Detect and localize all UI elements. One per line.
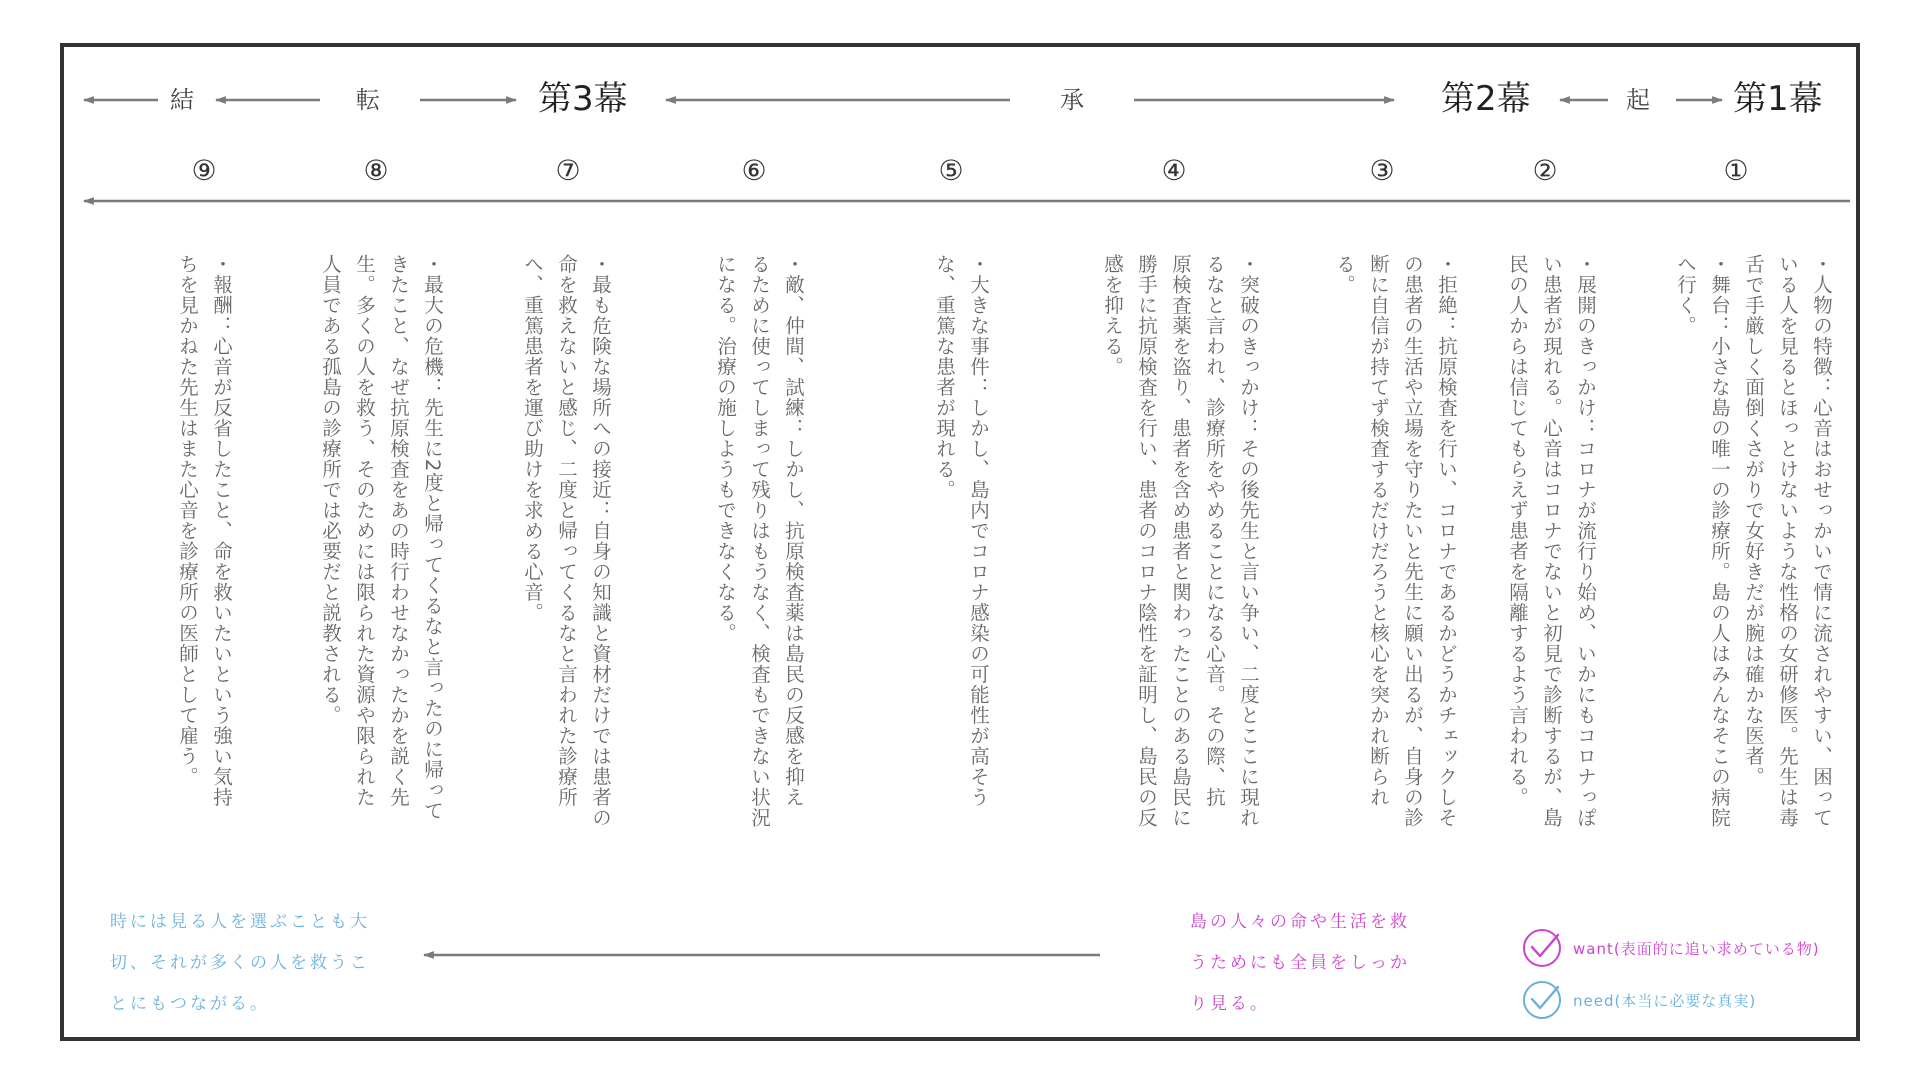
act3-label: 第3幕: [538, 79, 628, 119]
beat-text-2: [1497, 254, 1602, 874]
beat-4-line: 原検査薬を盗り、患者を含め患者と関わったことのある島民に: [1169, 254, 1192, 828]
need-theme-text: [110, 902, 370, 1025]
beat-8-line: きたこと、なぜ抗原検査をあの時行わせなかったかを説く先: [387, 254, 410, 808]
beat-1-line: 舌で手厳しく面倒くさがりで女好きだが腕は確かな医者。: [1742, 254, 1765, 787]
beat-text-9: [168, 254, 238, 874]
beat-number-7: ⑦: [555, 154, 581, 187]
need-theme-line: 切、それが多くの人を救うこ: [110, 953, 370, 973]
beat-9-line: ちを見かねた先生はまた心音を診療所の医師として雇う。: [176, 254, 199, 787]
beat-3-line: ・拒絶：抗原検査を行い、コロナであるかどうかチェックしそ: [1435, 254, 1458, 828]
beat-2-line: 民の人からは信じてもらえず患者を隔離するよう言われる。: [1506, 254, 1529, 808]
beat-number-9: ⑨: [191, 154, 217, 187]
beat-number-8: ⑧: [363, 154, 389, 187]
beat-number-1: ①: [1723, 154, 1749, 187]
check-circle-icon: [1522, 928, 1562, 968]
beat-2-line: ・展開のきっかけ：コロナが流行り始め、いかにもコロナっぽ: [1574, 254, 1597, 828]
beat-8-line: 人員である孤島の診療所では必要だと説教される。: [319, 254, 342, 726]
legend-want-label: want(表面的に追い求めている物): [1573, 939, 1820, 958]
check-circle-icon: [1522, 980, 1562, 1020]
beat-5-line: ・大きな事件：しかし、島内でコロナ感染の可能性が高そう: [967, 254, 990, 808]
beat-1-line: ・人物の特徴：心音はおせっかいで情に流されやすい、困って: [1810, 254, 1833, 828]
need-theme-line: とにもつながる。: [110, 994, 270, 1014]
act1-label: 第1幕: [1733, 79, 1823, 119]
beat-7-line: ・最も危険な場所への接近：自身の知識と資材だけでは患者の: [589, 254, 612, 828]
beat-text-8: [309, 254, 449, 874]
beat-4-line: 勝手に抗原検査を行い、患者のコロナ陰性を証明し、島民の反: [1135, 254, 1158, 828]
beat-text-5: [925, 254, 995, 874]
beat-7-line: へ、重篤患者を運び助けを求める心音。: [521, 254, 544, 623]
beat-number-6: ⑥: [741, 154, 767, 187]
stage-ketsu-label: 結: [170, 86, 194, 114]
beat-number-3: ③: [1369, 154, 1395, 187]
legend-need-label: need(本当に必要な真実): [1573, 991, 1757, 1010]
stage-ten-label: 転: [356, 86, 380, 114]
beat-7-line: 命を救えないと感じ、二度と帰ってくるなと言われた診療所: [555, 254, 578, 808]
legend-want: [1522, 928, 1820, 968]
beat-6-line: るために使ってしまって残りはもうなく、検査もできない状況: [748, 254, 771, 828]
beat-text-4: [1090, 254, 1265, 874]
want-theme-line: 島の人々の命や生活を救: [1190, 912, 1410, 932]
beat-4-line: 感を抑える。: [1101, 254, 1124, 377]
beat-4-line: ・突破のきっかけ：その後先生と言い争い、二度とここに現れ: [1237, 254, 1260, 828]
beat-text-1: [1663, 254, 1838, 874]
beat-3-line: 断に自信が持てず検査するだけだろうと核心を突かれ断られ: [1367, 254, 1390, 808]
beat-9-line: ・報酬：心音が反省したこと、命を救いたいという強い気持: [210, 254, 233, 808]
beat-1-line: へ行く。: [1674, 254, 1697, 336]
beat-number-5: ⑤: [938, 154, 964, 187]
beat-3-line: る。: [1333, 254, 1356, 295]
beat-2-line: い患者が現れる。心音はコロナでないと初見で診断するが、島: [1540, 254, 1563, 828]
want-theme-line: うためにも全員をしっか: [1190, 953, 1410, 973]
beat-3-line: の患者の生活や立場を守りたいと先生に願い出るが、自身の診: [1401, 254, 1424, 828]
stage-sho-label: 承: [1060, 86, 1084, 114]
beat-6-line: ・敵、仲間、試練：しかし、抗原検査薬は島民の反感を抑え: [782, 254, 805, 808]
beat-number-2: ②: [1532, 154, 1558, 187]
want-theme-line: り見る。: [1190, 994, 1270, 1014]
stage-ki-label: 起: [1626, 86, 1650, 114]
act2-label: 第2幕: [1441, 79, 1531, 119]
legend-need: [1522, 980, 1756, 1020]
beat-4-line: るなと言われ、診療所をやめることになる心音。その際、抗: [1203, 254, 1226, 808]
beat-number-4: ④: [1161, 154, 1187, 187]
beat-8-line: ・最大の危機：先生に2度と帰ってくるなと言ったのに帰って: [421, 254, 444, 821]
beat-text-6: [705, 254, 810, 874]
beat-8-line: 生。多くの人を救う、そのためには限られた資源や限られた: [353, 254, 376, 808]
want-theme-text: [1190, 902, 1410, 1025]
beat-1-line: ・舞台：小さな島の唯一の診療所。島の人はみんなそこの病院: [1708, 254, 1731, 828]
need-theme-line: 時には見る人を選ぶことも大: [110, 912, 370, 932]
beat-6-line: になる。治療の施しようもできなくなる。: [714, 254, 737, 644]
beat-5-line: な、重篤な患者が現れる。: [933, 254, 956, 500]
beat-1-line: いる人を見るとほっとけないような性格の女研修医。先生は毒: [1776, 254, 1799, 828]
beat-text-7: [512, 254, 617, 874]
beat-text-3: [1323, 254, 1463, 874]
